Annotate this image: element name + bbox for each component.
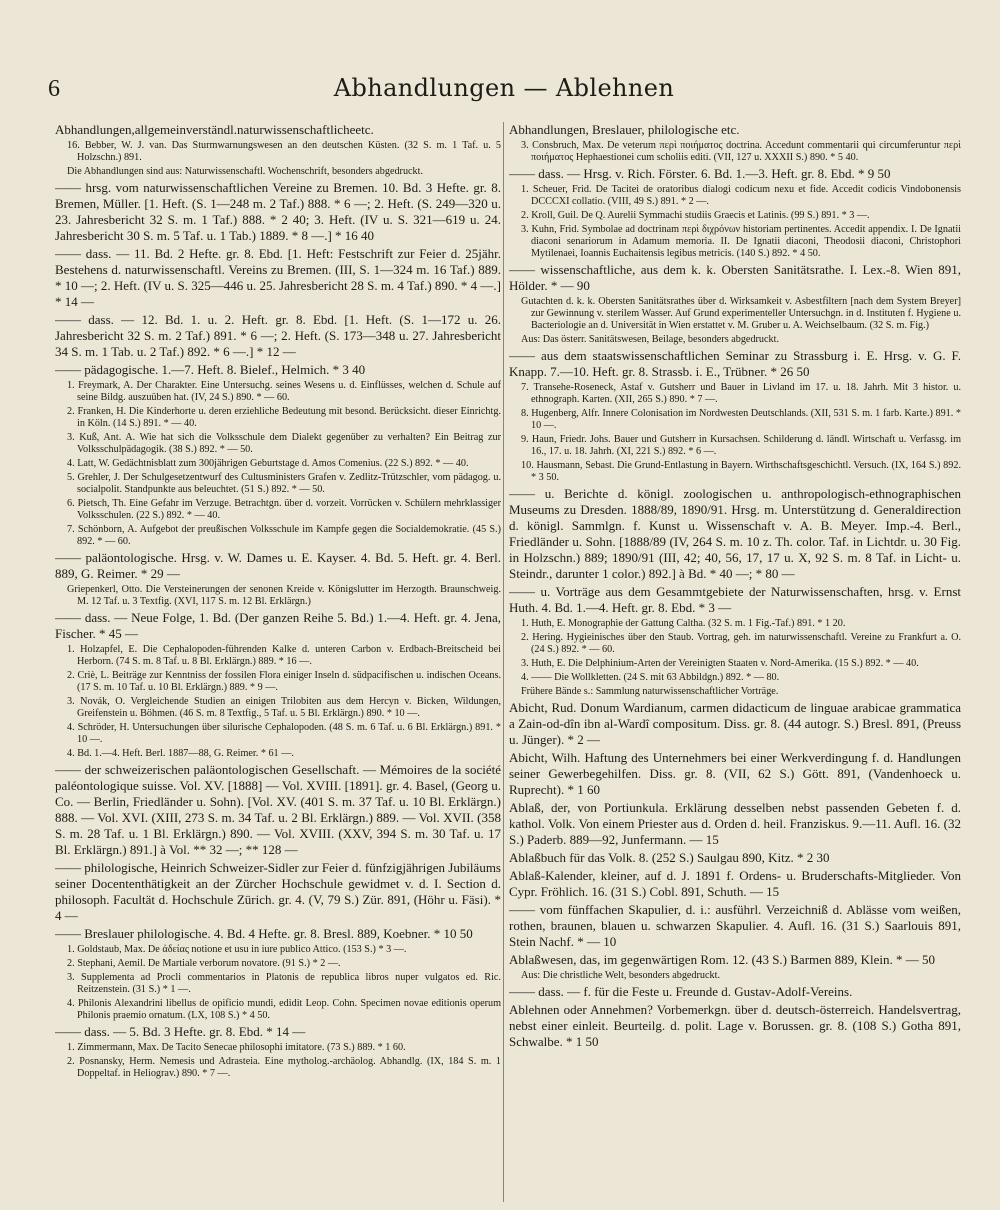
catalog-entry: —— Breslauer philologische. 4. Bd. 4 Hefte. gr. 8. Bresl. 889, Koebner. * 10 50 bbox=[55, 926, 473, 941]
running-title: Abhandlungen — Ablehnen bbox=[333, 74, 675, 102]
sub-entry: Aus: Die christliche Welt, besonders abgedruckt. bbox=[521, 970, 721, 981]
sub-entry: 4. Latt, W. Gedächtnisblatt zum 300jährigen Geburtstage d. Amos Comenius. (22 S.) 892. * — 40. bbox=[67, 458, 469, 469]
sub-entry: 4. Schröder, H. Untersuchungen über silurische Cephalopoden. (48 S. m. 6 Taf. u. 6 Bl. Erklärgn.) 891. * 10 —. bbox=[67, 722, 501, 745]
catalog-entry: Ablaß, der, von Portiunkula. Erklärung desselben nebst passenden Gebeten f. d. kathol. Volk. Von einem Priester aus d. Orden d. heil. Franziskus. 9.—11. Aufl. 16. (32 S.) Paderb. 889—92, Junfermann. — 15 bbox=[509, 800, 961, 847]
sub-entry: Frühere Bände s.: Sammlung naturwissenschaftlicher Vorträge. bbox=[521, 686, 779, 697]
sub-entry: 3. Kuhn, Frid. Symbolae ad doctrinam περὶ διχρόνων historiam pertinentes. Accedit appendix. I. De Ignatii diaconi senariorum in Adamum memoria. II. De Ignatii diaconi, Theodosii diaconi, Christophori Mytilenaei, Ioannis Euchaitensis legibus metricis. (140 S.) 892. * 4 50. bbox=[521, 224, 961, 259]
sub-entry: 2. Stephani, Aemil. De Martiale verborum novatore. (91 S.) * 2 —. bbox=[67, 958, 341, 969]
catalog-entry: Abhandlungen,allgemeinverständl.naturwissenschaftlicheetc. bbox=[55, 122, 374, 137]
sub-entry: 10. Hausmann, Sebast. Die Grund-Entlastung in Bayern. Wirthschaftsgeschichtl. Versuch. (IX, 164 S.) 892. * 3 50. bbox=[521, 460, 961, 483]
sub-entry: Die Abhandlungen sind aus: Naturwissenschaftl. Wochenschrift, besonders abgedruckt. bbox=[67, 166, 424, 177]
sub-entry: 4. Bd. 1.—4. Heft. Berl. 1887—88, G. Reimer. * 61 —. bbox=[67, 748, 294, 759]
catalog-entry: Abhandlungen, Breslauer, philologische etc. bbox=[509, 122, 740, 137]
sub-entry: 3. Kuß, Ant. A. Wie hat sich die Volksschule dem Dialekt gegenüber zu verhalten? Ein Beitrag zur Volksschulpädagogik. (38 S.) 892. * — 50. bbox=[67, 432, 501, 455]
sub-entry: 2. Franken, H. Die Kinderhorte u. deren erziehliche Bedeutung mit besond. Berücksicht. dieser Einrichtg. in Köln. (14 S.) 891. * — 40. bbox=[67, 406, 501, 429]
page-header bbox=[48, 72, 960, 106]
catalog-entry: —— der schweizerischen paläontologischen Gesellschaft. — Mémoires de la société paléontologique suisse. Vol. XV. [1888] — Vol. XVIII. [1891]. gr. 4. Basel, (Georg u. Co. — Berlin, Friedländer u. Sohn). [Vol. XV. (401 S. m. 37 Taf. u. 10 Bl. Erklärgn.) 888. — Vol. XVI. (XIII, 273 S. m. 34 Taf. u. 2 Bl. Erklärgn.) 889. — Vol. XVII. (358 S. m. 28 Taf. u. 1 Bl. Erklärgn.) 890. — Vol. XVIII. (XXV, 394 S. m. 30 Taf. u. 17 Bl. Erklärgn.) 891.] à Vol. ** 32 —; ** 128 — bbox=[55, 762, 501, 857]
catalog-entry: —— pädagogische. 1.—7. Heft. 8. Bielef., Helmich. * 3 40 bbox=[55, 362, 366, 377]
catalog-entry: —— u. Vorträge aus dem Gesammtgebiete der Naturwissenschaften, hrsg. v. Ernst Huth. 4. Bd. 1.—4. Heft. gr. 8. Ebd. * 3 — bbox=[509, 584, 961, 615]
right-column bbox=[509, 122, 961, 1202]
sub-entry: 2. Hering. Hygieinisches über den Staub. Vortrag, geh. im naturwissenschaftl. Vereine zu Frankfurt a. O. (24 S.) 892. * — 60. bbox=[521, 632, 961, 655]
sub-entry: 2. Criè, L. Beiträge zur Kenntniss der fossilen Flora einiger Inseln d. südpacifischen u. indischen Oceans. (17 S. m. 10 Taf. u. 10 Bl. Erklärgn.) 889. * 9 —. bbox=[67, 670, 501, 693]
catalog-entry: —— dass. — 5. Bd. 3 Hefte. gr. 8. Ebd. * 14 — bbox=[55, 1024, 306, 1039]
catalog-entry: Ablaßwesen, das, im gegenwärtigen Rom. 12. (43 S.) Barmen 889, Klein. * — 50 bbox=[509, 952, 936, 967]
sub-entry: 1. Zimmermann, Max. De Tacito Senecae philosophi imitatore. (73 S.) 889. * 1 60. bbox=[67, 1042, 406, 1053]
catalog-entry: —— hrsg. vom naturwissenschaftlichen Vereine zu Bremen. 10. Bd. 3 Hefte. gr. 8. Bremen, Müller. [1. Heft. (S. 1—248 m. 2 Taf.) 888. * 6 —; 2. Heft. (S. 249—320 u. 23. Jahresbericht 32 S. m. 1 Taf.) 888. * 2 40; 3. Heft. (IV u. S. 321—619 u. 24. Jahresbericht 30 S. m. 5 Taf. u. 1 Tab.) 1889. * 8 —.] * 16 40 bbox=[55, 180, 501, 243]
sub-entry: 7. Schönborn, A. Aufgebot der preußischen Volksschule im Kampfe gegen die Socialdemokratie. (45 S.) 892. * — 60. bbox=[67, 524, 501, 547]
left-column bbox=[55, 122, 501, 1202]
catalog-entry: Abicht, Rud. Donum Wardianum, carmen didacticum de linguae arabicae grammatica a Zain-od-dîn ibn al-Wardî compositum. Diss. gr. 8. (44 autogr. S.) Bresl. 891, (Preuss u. Jünger). * 2 — bbox=[509, 700, 961, 747]
sub-entry: 4. Philonis Alexandrini libellus de opificio mundi, edidit Leop. Cohn. Specimen novae editionis operum Philonis praemio ornatum. (LX, 108 S.) * 4 50. bbox=[67, 998, 501, 1021]
sub-entry: 5. Grehler, J. Der Schulgesetzentwurf des Cultusministers Grafen v. Zedlitz-Trützschler, vom pädagog. u. socialpolit. Standpunkte aus beleuchtet. (51 S.) 892. * — 50. bbox=[67, 472, 501, 495]
sub-entry: 2. Kroll, Guil. De Q. Aurelii Symmachi studiis Graecis et Latinis. (99 S.) 891. * 3 —. bbox=[521, 210, 870, 221]
sub-entry: 9. Haun, Friedr. Johs. Bauer und Gutsherr in Kursachsen. Schilderung d. ländl. Wirtschaft u. Verfassg. im 16., 17. u. 18. Jahrh. (XI, 221 S.) 892. * 6 —. bbox=[521, 434, 961, 457]
sub-entry: 1. Holzapfel, E. Die Cephalopoden-führenden Kalke d. unteren Carbon v. Erdbach-Breitscheid bei Herborn. (74 S. m. 8 Taf. u. 8 Bl. Erklärgn.) 889. * 16 —. bbox=[67, 644, 501, 667]
sub-entry: 4. —— Die Wollkletten. (24 S. mit 63 Abbildgn.) 892. * — 80. bbox=[521, 672, 780, 683]
sub-entry: Gutachten d. k. k. Obersten Sanitätsrathes über d. Wirksamkeit v. Asbestfiltern [nach dem System Breyer] zur Gewinnung v. sterilem Wasser. Auf Grund experimenteller Untersuchgn. in d. Instituten f. Hygiene u. Bacteriologie an d. Universität in Wien erstattet v. M. Gruber u. A. Weichselbaum. (32 S. m. Fig.) bbox=[521, 296, 961, 331]
catalog-entry: —— dass. — 11. Bd. 2 Hefte. gr. 8. Ebd. [1. Heft: Festschrift zur Feier d. 25jähr. Bestehens d. naturwissenschaftl. Vereins zu Bremen. (III, S. 1—324 m. 16 Taf.) 889. * 10 —; 2. Heft. (IV u. S. 325—446 u. 25. Jahresbericht 28 S. m. 4 Taf.) 890. * 4 —.] * 14 — bbox=[55, 246, 501, 309]
catalog-entry: —— paläontologische. Hrsg. v. W. Dames u. E. Kayser. 4. Bd. 5. Heft. gr. 4. Berl. 889, G. Reimer. * 29 — bbox=[55, 550, 501, 581]
catalog-entry: —— philologische, Heinrich Schweizer-Sidler zur Feier d. fünfzigjährigen Jubiläums seiner Docententhätigkeit an der Zürcher Hochschule gewidmet v. d. I. Section d. philosoph. Facultät d. Hochschule Zürich. gr. 4. (V, 79 S.) Zür. 891, (Höhr u. Fäsi). * 4 — bbox=[55, 860, 501, 923]
sub-entry: 3. Supplementa ad Procli commentarios in Platonis de republica libros nuper vulgatos ed. Ric. Reitzenstein. (31 S.) * 1 —. bbox=[67, 972, 501, 995]
sub-entry: 1. Goldstaub, Max. De ἀδείας notione et usu in iure publico Attico. (153 S.) * 3 —. bbox=[67, 944, 407, 955]
sub-entry: 16. Bebber, W. J. van. Das Sturmwarnungswesen an den deutschen Küsten. (32 S. m. 1 Taf. u. 5 Holzschn.) 891. bbox=[67, 140, 501, 163]
catalog-entry: —— dass. — Hrsg. v. Rich. Förster. 6. Bd. 1.—3. Heft. gr. 8. Ebd. * 9 50 bbox=[509, 166, 891, 181]
page-number: 6 bbox=[48, 76, 60, 102]
sub-entry: Griepenkerl, Otto. Die Versteinerungen der senonen Kreide v. Königslutter im Herzogth. Braunschweig. M. 12 Taf. u. 3 Textfig. (XVI, 117 S. m. 12 Bl. Erklärgn.) bbox=[67, 584, 501, 607]
catalog-entry: —— dass. — 12. Bd. 1. u. 2. Heft. gr. 8. Ebd. [1. Heft. (S. 1—172 u. 26. Jahresbericht 32 S. m. 2 Taf.) 891. * 6 —; 2. Heft. (S. 173—348 u. 27. Jahresbericht 34 S. m. 1 Tab. u. 2 Taf.) 892. * 6 —.] * 12 — bbox=[55, 312, 501, 359]
sub-entry: 3. Huth, E. Die Delphinium-Arten der Vereinigten Staaten v. Nord-Amerika. (15 S.) 892. * — 40. bbox=[521, 658, 919, 669]
sub-entry: 2. Posnansky, Herm. Nemesis und Adrasteia. Eine mytholog.-archäolog. Abhandlg. (IX, 184 S. m. 1 Doppeltaf. in Heliograv.) 890. * 7 —. bbox=[67, 1056, 501, 1079]
catalog-entry: Abicht, Wilh. Haftung des Unternehmers bei einer Werkverdingung f. d. Handlungen seiner Gewerbegehilfen. Diss. gr. 8. (VII, 62 S.) Gött. 891, (Vandenhoeck u. Ruprecht). * 1 60 bbox=[509, 750, 961, 797]
sub-entry: 7. Transehe-Roseneck, Astaf v. Gutsherr und Bauer in Livland im 17. u. 18. Jahrh. Mit 3 histor. u. ethnograph. Karten. (XII, 265 S.) 890. * 7 —. bbox=[521, 382, 961, 405]
catalog-entry: —— aus dem staatswissenschaftlichen Seminar zu Strassburg i. E. Hrsg. v. G. F. Knapp. 7.—10. Heft. gr. 8. Strassb. i. E., Trübner. * 26 50 bbox=[509, 348, 961, 379]
sub-entry: 1. Freymark, A. Der Charakter. Eine Untersuchg. seines Wesens u. d. Einflüsses, welchen d. Schule auf seine Bildg. auszuüben hat. (IV, 24 S.) 890. * — 60. bbox=[67, 380, 501, 403]
sub-entry: 1. Huth, E. Monographie der Gattung Caltha. (32 S. m. 1 Fig.-Taf.) 891. * 1 20. bbox=[521, 618, 846, 629]
catalog-entry: —— wissenschaftliche, aus dem k. k. Obersten Sanitätsrathe. I. Lex.-8. Wien 891, Hölder. * — 90 bbox=[509, 262, 961, 293]
sub-entry: 8. Hugenberg, Alfr. Innere Colonisation im Nordwesten Deutschlands. (XII, 531 S. m. 1 farb. Karte.) 891. * 10 —. bbox=[521, 408, 961, 431]
catalog-entry: —— vom fünffachen Skapulier, d. i.: ausführl. Verzeichniß d. Ablässe vom weißen, rothen, braunen, blauen u. schwarzen Skapulier. 4. Aufl. 16. (31 S.) Saarlouis 891, Stein Nachf. * — 10 bbox=[509, 902, 961, 949]
sub-entry: 6. Pietsch, Th. Eine Gefahr im Verzuge. Betrachtgn. über d. vorzeit. Vorrücken v. Schülern mehrklassiger Volksschulen. (22 S.) 892. * — 40. bbox=[67, 498, 501, 521]
catalog-entry: Ablaß-Kalender, kleiner, auf d. J. 1891 f. Ordens- u. Bruderschafts-Mitglieder. Von Cypr. Fröhlich. 16. (31 S.) Cobl. 891, Schuth. — 15 bbox=[509, 868, 961, 899]
catalog-entry: —— dass. — Neue Folge, 1. Bd. (Der ganzen Reihe 5. Bd.) 1.—4. Heft. gr. 4. Jena, Fischer. * 45 — bbox=[55, 610, 501, 641]
sub-entry: Aus: Das österr. Sanitätswesen, Beilage, besonders abgedruckt. bbox=[521, 334, 780, 345]
sub-entry: 3. Consbruch, Max. De veterum περὶ ποιήματος doctrina. Accedunt commentarii qui circumferuntur περὶ ποιήματος Hephaestionei cum scholiis editi. (VII, 127 u. XXXII S.) 890. * 5 40. bbox=[521, 140, 961, 163]
sub-entry: 1. Scheuer, Frid. De Tacitei de oratoribus dialogi codicum nexu et fide. Accedit codicis Vindobonensis DCCCXI collatio. (VIII, 49 S.) 891. * 2 —. bbox=[521, 184, 961, 207]
catalog-entry: —— u. Berichte d. königl. zoologischen u. anthropologisch-ethnographischen Museums zu Dresden. 1888/89, 1890/91. Hrsg. m. Unterstützung d. Generaldirection d. königl. Sammlgn. f. Kunst u. Wissenschaft v. A. B. Meyer. Imp.-4. Berl., Friedländer u. Sohn. [1888/89 (IV, 264 S. m. 10 z. Th. color. Taf. in Lichtdr. u. 30 Fig. in Holzschn.) 889; 1890/91 (III, 42; 40, 56, 17, 17 u. X, 92 S. m. 8 Taf. in Licht- u. Steindr., darunter 1 color.) 892.] à Bd. * 40 —; * 80 — bbox=[509, 486, 961, 581]
sub-entry: 3. Novák, O. Vergleichende Studien an einigen Trilobiten aus dem Hercyn v. Bicken, Wildungen, Greifenstein u. Böhmen. (46 S. m. 8 Textfig., 5 Taf. u. 5 Bl. Erklärgn.) 890. * 10 —. bbox=[67, 696, 501, 719]
column-divider bbox=[503, 122, 504, 1202]
catalog-entry: Ablaßbuch für das Volk. 8. (252 S.) Saulgau 890, Kitz. * 2 30 bbox=[509, 850, 830, 865]
catalog-entry: Ablehnen oder Annehmen? Vorbemerkgn. über d. deutsch-österreich. Handelsvertrag, nebst einer einleit. Beurteilg. d. polit. Lage v. Borussen. gr. 8. (108 S.) Gotha 891, Schwalbe. * 1 50 bbox=[509, 1002, 961, 1049]
catalog-entry: —— dass. — f. für die Feste u. Freunde d. Gustav-Adolf-Vereins. bbox=[509, 984, 853, 999]
